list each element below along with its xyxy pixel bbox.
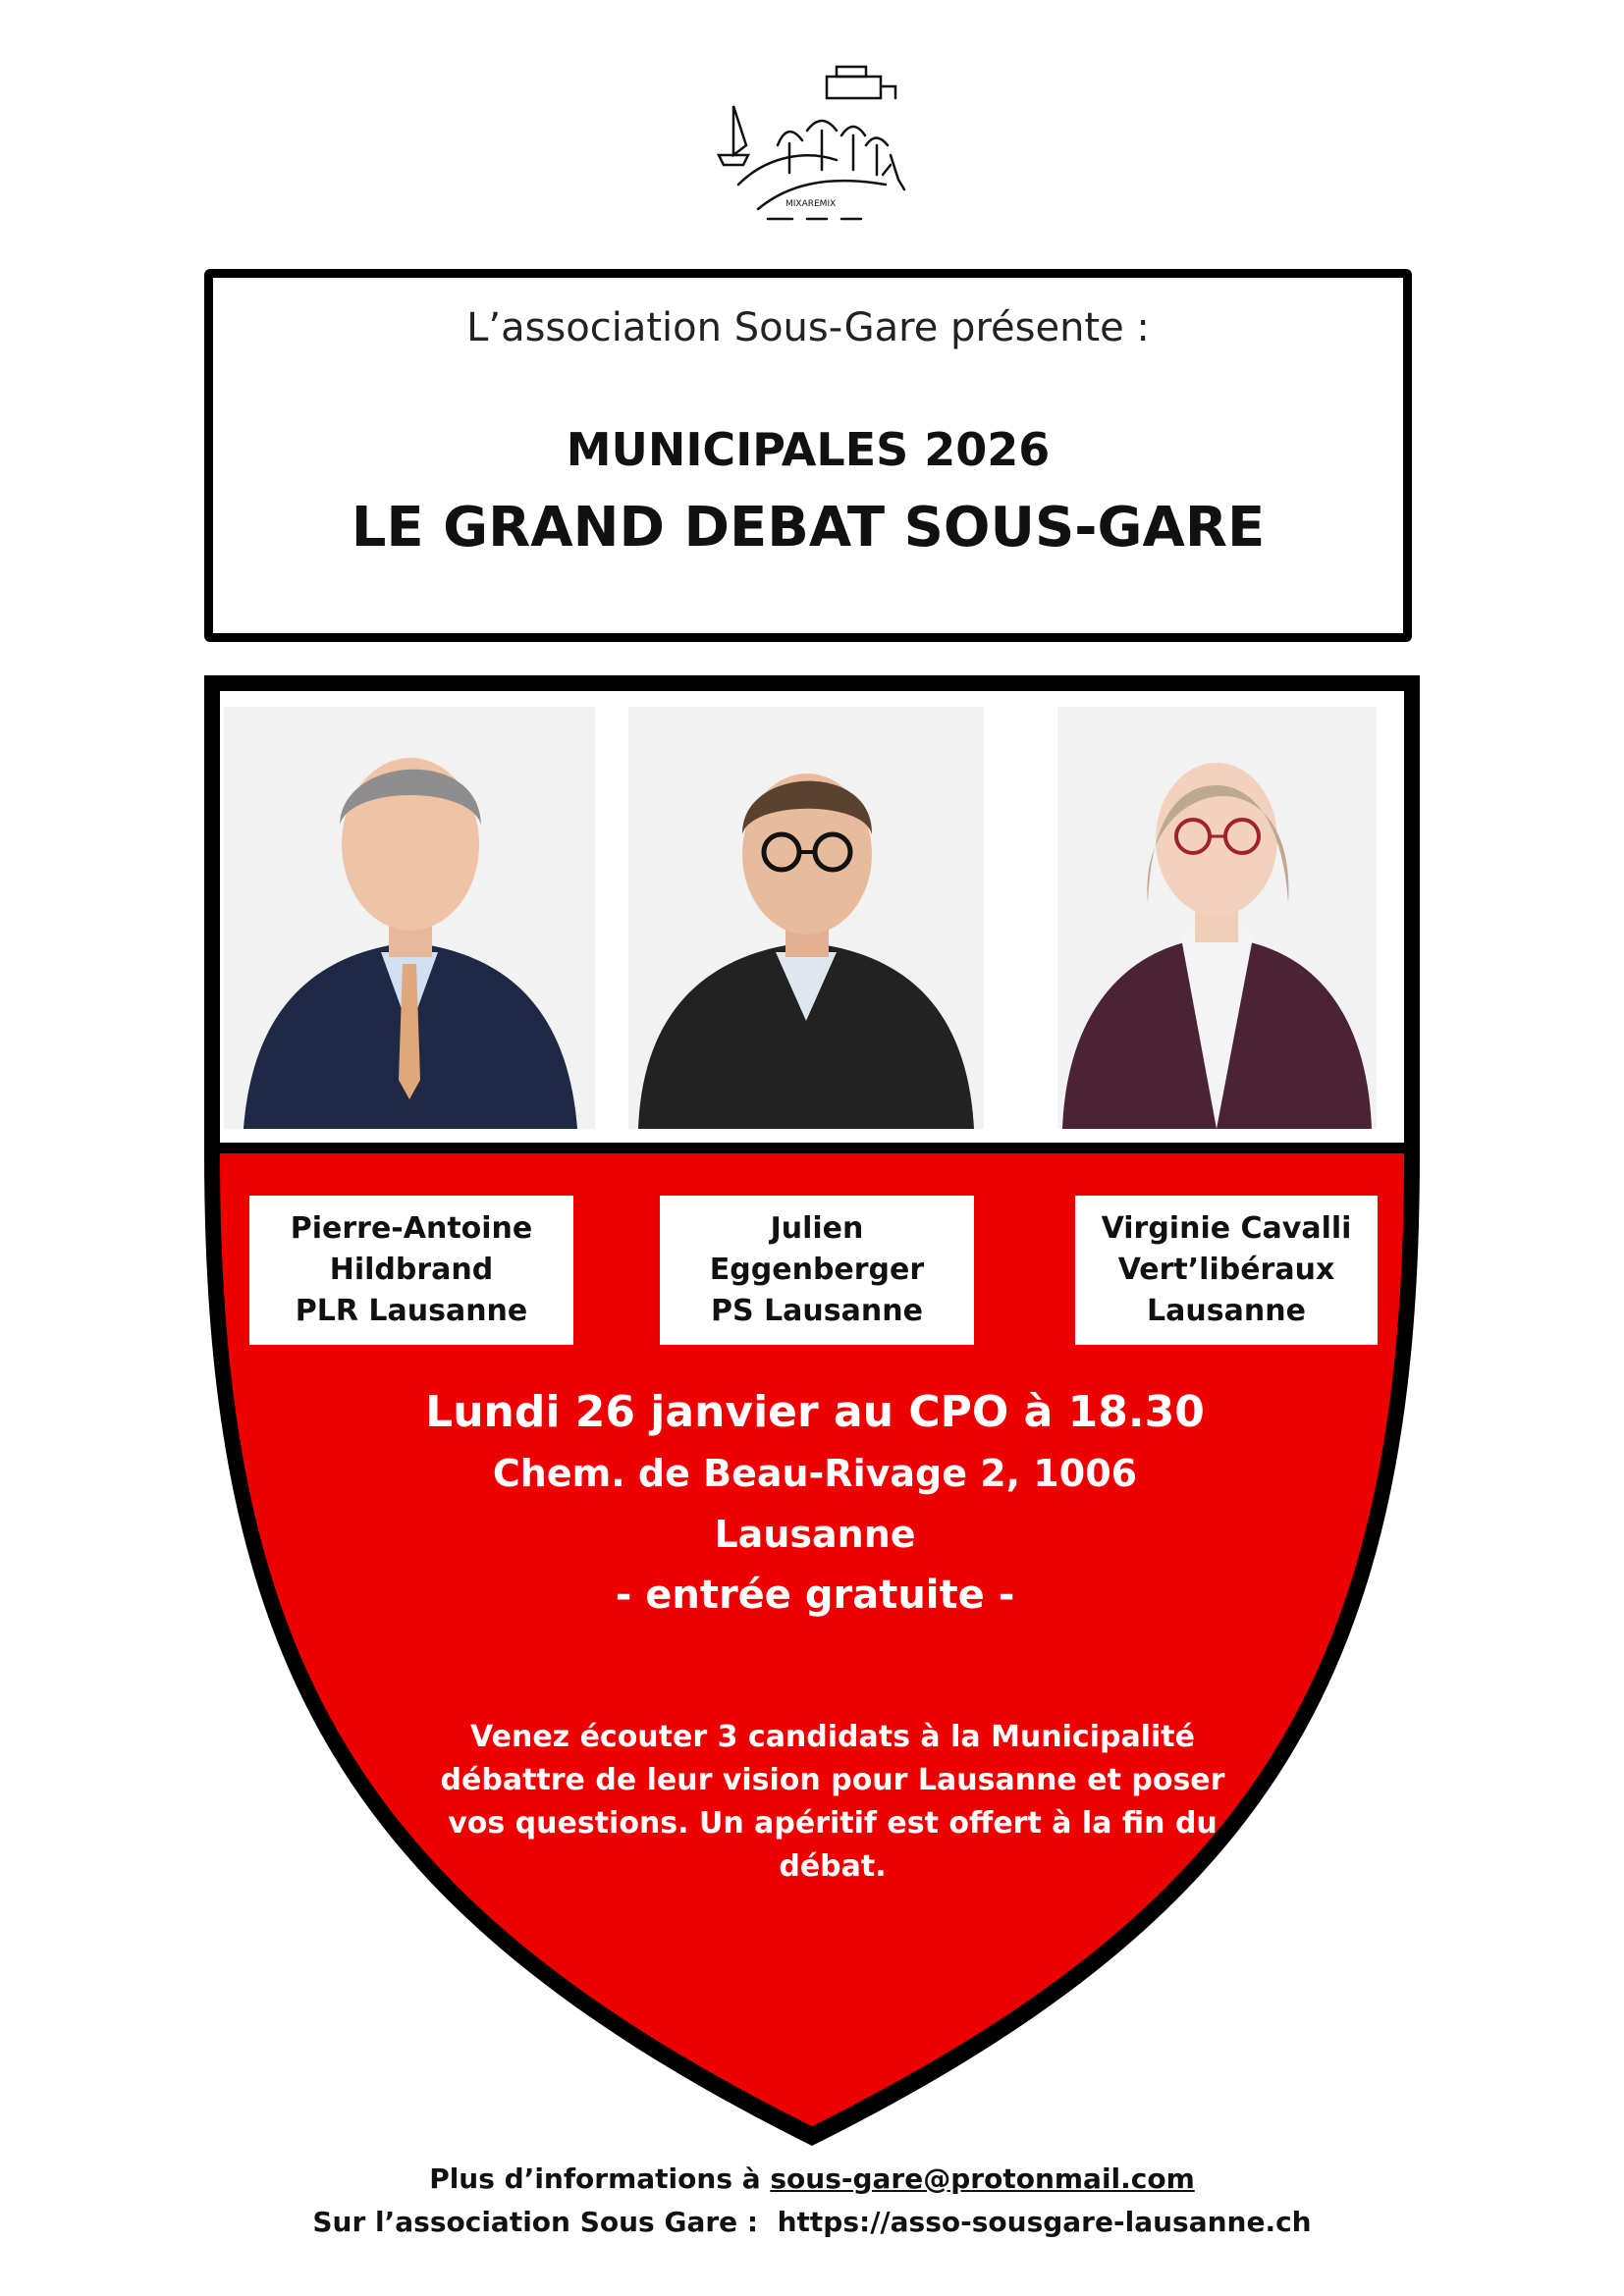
event-date: Lundi 26 janvier au CPO à 18.30 [425, 1387, 1205, 1437]
footer-assoc-line [0, 2201, 1624, 2244]
candidate-photo-hildbrand [224, 707, 595, 1129]
contact-email-link[interactable]: sous-gare@protonmail.com [770, 2163, 1195, 2195]
svg-text:MIXAREMIX: MIXAREMIX [785, 199, 837, 209]
event-description: Venez écouter 3 candidats à la Municipalité débattre de leur vision pour Lausanne et poser vos questions. Un apéritif est offert à la fin du débat. [440, 1720, 1225, 1884]
candidate-name: Hildbrand [329, 1253, 494, 1287]
event-city: Lausanne [714, 1513, 916, 1556]
event-title-line2: LE GRAND DEBAT SOUS-GARE [351, 496, 1266, 560]
candidate-party: PLR Lausanne [295, 1294, 528, 1328]
footer-assoc-prefix: Sur l’association Sous Gare : [312, 2206, 778, 2238]
candidate-photo-eggenberger [628, 707, 984, 1129]
candidate-name: Virginie Cavalli [1101, 1211, 1352, 1246]
event-entry: - entrée gratuite - [615, 1573, 1015, 1618]
event-title-line1: MUNICIPALES 2026 [566, 423, 1051, 476]
footer-info-prefix: Plus d’informations à [429, 2163, 771, 2195]
candidate-name-box [249, 1196, 573, 1345]
footer [0, 2158, 1624, 2244]
candidate-name: Eggenberger [709, 1253, 925, 1287]
intro-text: L’association Sous-Gare présente : [466, 305, 1150, 350]
footer-info-line [0, 2158, 1624, 2201]
candidate-name: Julien [770, 1211, 864, 1246]
candidate-photo-cavalli [1057, 707, 1377, 1129]
candidate-name-box [1075, 1196, 1378, 1345]
event-address: Chem. de Beau-Rivage 2, 1006 [492, 1452, 1138, 1495]
candidate-city: Lausanne [1147, 1294, 1306, 1328]
candidate-name: Pierre-Antoine [290, 1211, 533, 1246]
candidate-party: PS Lausanne [711, 1294, 923, 1328]
candidate-party: Vert’libéraux [1117, 1253, 1335, 1287]
website-link[interactable]: https://asso-sousgare-lausanne.ch [777, 2206, 1312, 2238]
candidate-name-box [660, 1196, 974, 1345]
event-details [373, 1382, 1257, 1626]
